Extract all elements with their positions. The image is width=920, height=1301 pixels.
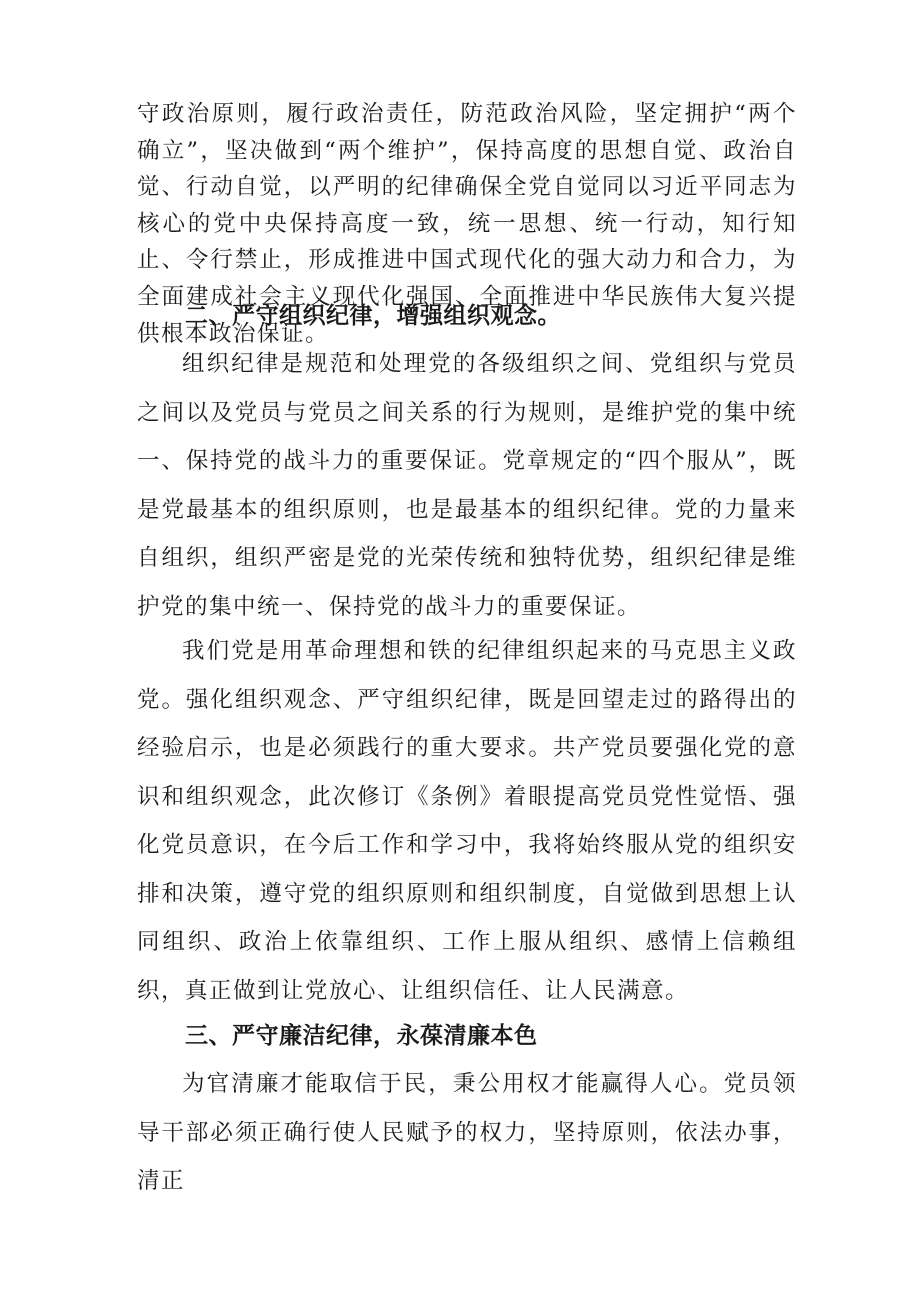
paragraph-organizational-commitment: 我们党是用革命理想和铁的纪律组织起来的马克思主义政党。强化组织观念、严守组织纪律，既是回望走过的路得出的经验启示，也是必须践行的重大要求。共产党员要强化党的意识和组织观念，此次修订《条例》着眼提高党员党性觉悟、强化党员意识，在今后工作和学习中，我将始终服从党的组织安排和决策，遵守党的组织原则和组织制度，自觉做到思想上认同组织、政治上依靠组织、工作上服从组织、感情上信赖组织，真正做到让党放心、让组织信任、让人民满意。 bbox=[137, 638, 797, 1004]
paragraph-integrity-discipline: 为官清廉才能取信于民，秉公用权才能赢得人心。党员领导干部必须正确行使人民赋予的权力，坚持原则，依法办事，清正 bbox=[137, 1071, 797, 1194]
heading-organizational-discipline: 二、严守组织纪律，增强组织观念。 bbox=[185, 303, 561, 329]
paragraph-organizational-discipline-definition: 组织纪律是规范和处理党的各级组织之间、党组织与党员之间以及党员与党员之间关系的行为规则，是维护党的集中统一、保持党的战斗力的重要保证。党章规定的“四个服从”，既是党最基本的组织原则，也是最基本的组织纪律。党的力量来自组织，组织严密是党的光荣传统和独特优势，组织纪律是维护党的集中统一、保持党的战斗力的重要保证。 bbox=[137, 351, 797, 620]
paragraph-political-discipline-end: 守政治原则，履行政治责任，防范政治风险，坚定拥护“两个确立”，坚决做到“两个维护”，保持高度的思想自觉、政治自觉、行动自觉，以严明的纪律确保全党自觉同以习近平同志为核心的党中央保持高度一致，统一思想、统一行动，知行知止、令行禁止，形成推进中国式现代化的强大动力和合力，为全面建成社会主义现代化强国、全面推进中华民族伟大复兴提供根本政治保证。 bbox=[137, 101, 797, 347]
heading-integrity-discipline: 三、严守廉洁纪律，永葆清廉本色 bbox=[185, 1023, 538, 1049]
